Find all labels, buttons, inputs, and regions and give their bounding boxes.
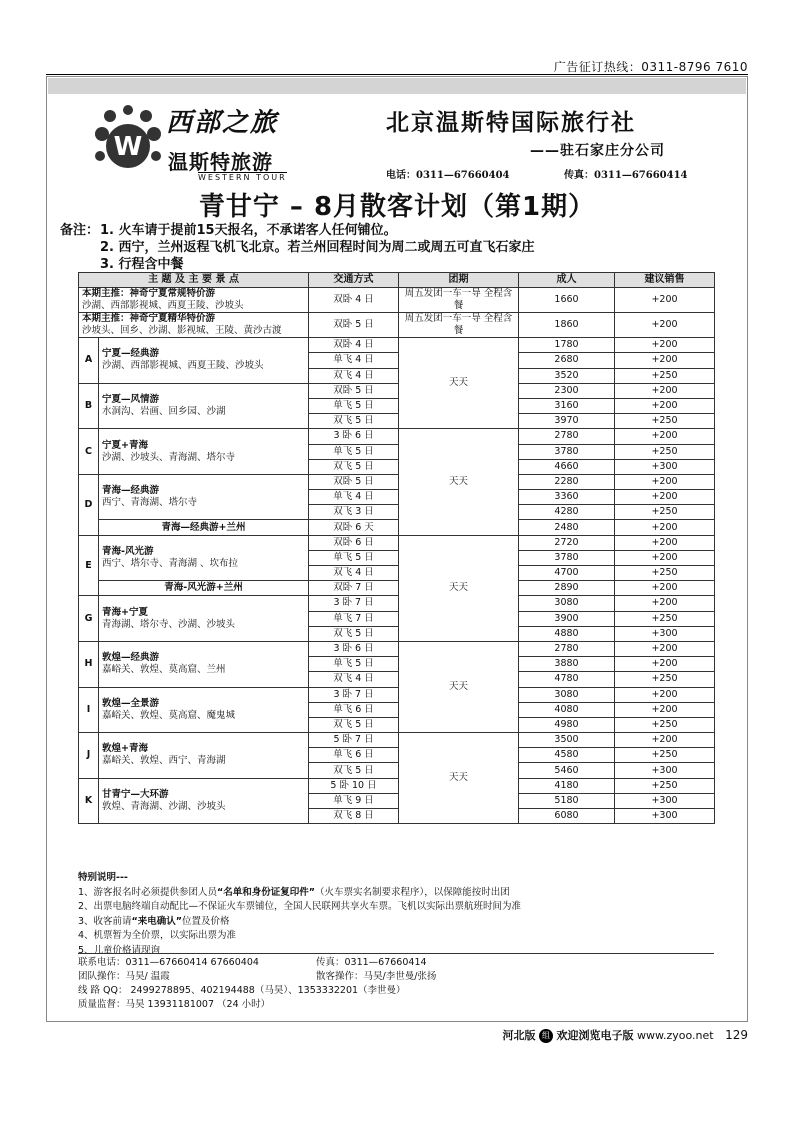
route-sights: 嘉峪关、敦煌、莫高窟、魔鬼城 [102, 709, 236, 721]
adult-price-cell: 3900 [519, 611, 615, 626]
table-body [79, 288, 715, 824]
group-code-cell: E [79, 535, 99, 596]
header-fax: 传真：0311—67660414 [564, 170, 688, 181]
period-cell: 周五发团一车一导 全程含餐 [399, 313, 519, 338]
suggest-price-cell: +250 [615, 611, 715, 626]
table-row [79, 581, 715, 596]
route-cell [99, 474, 309, 520]
transport-cell: 双卧 5 日 [309, 383, 399, 398]
special-text: 位置及价格 [182, 915, 230, 927]
suggest-price-cell: +200 [615, 641, 715, 656]
suggest-price-cell: +200 [615, 581, 715, 596]
special-text: 4、机票暂为全价票，以实际出票为准 [78, 930, 237, 941]
special-item [78, 886, 714, 901]
transport-cell: 双卧 6 天 [309, 520, 399, 535]
transport-cell: 双飞 3 日 [309, 505, 399, 520]
header-period: 团期 [399, 273, 519, 288]
adult-price-cell: 3520 [519, 368, 615, 383]
group-code-cell: B [79, 383, 99, 429]
promo-sights: 沙坡头、回乡、沙湖、影视城、王陵、黄沙古渡 [82, 325, 282, 337]
footer-badge-icon: 组 [539, 1029, 553, 1043]
promo-sights: 沙湖、西部影视城、西夏王陵、沙坡头 [82, 300, 244, 312]
adult-price-cell: 4780 [519, 672, 615, 687]
header-contact [386, 166, 688, 181]
transport-cell: 双飞 8 日 [309, 809, 399, 824]
logo-script-name: 西部之旅 [166, 108, 279, 138]
route-name: 青海-风光游+兰州 [164, 582, 243, 594]
group-code-cell: A [79, 338, 99, 384]
transport-cell: 双飞 5 日 [309, 763, 399, 778]
group-code-cell: H [79, 641, 99, 687]
route-name: 甘青宁—大环游 [102, 788, 169, 800]
transport-cell: 单飞 5 日 [309, 550, 399, 565]
logo-english-name: WESTERN TOUR [198, 173, 287, 182]
transport-cell: 双飞 5 日 [309, 717, 399, 732]
suggest-price-cell: +200 [615, 490, 715, 505]
transport-cell: 双卧 6 日 [309, 535, 399, 550]
adult-price-cell: 2280 [519, 474, 615, 489]
period-cell: 天天 [399, 733, 519, 824]
special-text: （火车票实名制要求程序），以保障能按时出团 [315, 886, 510, 898]
transport-cell: 双卧 4 日 [309, 288, 399, 313]
promo-row [79, 313, 715, 338]
transport-cell: 双卧 5 日 [309, 474, 399, 489]
transport-cell: 单飞 5 日 [309, 398, 399, 413]
route-cell [99, 581, 309, 596]
adult-price-cell: 5180 [519, 793, 615, 808]
suggest-price-cell: +300 [615, 459, 715, 474]
header-phone: 电话：0311—67660404 [386, 170, 510, 181]
special-item [78, 900, 714, 915]
special-text: 1、游客报名时必须提供参团人员 [78, 886, 218, 898]
group-code-cell: C [79, 429, 99, 475]
table-row [79, 641, 715, 656]
route-name: 青海+宁夏 [102, 606, 148, 618]
adult-price-cell: 3080 [519, 687, 615, 702]
adult-price-cell: 5460 [519, 763, 615, 778]
header-transport: 交通方式 [309, 273, 399, 288]
suggest-price-cell: +200 [615, 687, 715, 702]
suggest-price-cell: +200 [615, 550, 715, 565]
promo-title: 本期主推：神奇宁夏常规特价游 [82, 288, 216, 300]
suggest-price-cell: +200 [615, 520, 715, 535]
contact-qq: 线 路 QQ： 2499278895、402194488（马昊）、1353332201（李世曼） [78, 985, 406, 996]
contact-sales: 散客操作：马昊/李世曼/张扬 [316, 971, 437, 982]
route-cell [99, 383, 309, 429]
route-name: 青海—经典游+兰州 [161, 521, 246, 533]
adult-price-cell: 4580 [519, 748, 615, 763]
adult-price-cell: 3780 [519, 550, 615, 565]
route-sights: 嘉峪关、敦煌、莫高窟、兰州 [102, 664, 226, 676]
transport-cell: 双卧 7 日 [309, 581, 399, 596]
transport-cell: 双飞 4 日 [309, 566, 399, 581]
adult-price-cell: 3780 [519, 444, 615, 459]
note-item: 2. 西宁，兰州返程飞机飞北京。若兰州回程时间为周二或周五可直飞石家庄 [100, 240, 535, 255]
suggest-price-cell: +300 [615, 793, 715, 808]
adult-price-cell: 1780 [519, 338, 615, 353]
adult-price-cell: 4880 [519, 626, 615, 641]
period-cell: 天天 [399, 338, 519, 429]
group-code-cell: K [79, 778, 99, 824]
suggest-price-cell: +200 [615, 657, 715, 672]
suggest-price-cell: +200 [615, 535, 715, 550]
contact-block [78, 953, 714, 1012]
suggest-price-cell: +250 [615, 778, 715, 793]
special-emphasis: “名单和身份证复印件” [217, 886, 316, 898]
adult-price-cell: 2780 [519, 429, 615, 444]
adult-price-cell: 4280 [519, 505, 615, 520]
route-name: 宁夏—经典游 [102, 348, 160, 360]
header-suggest: 建议销售 [615, 273, 715, 288]
transport-cell: 3 卧 7 日 [309, 596, 399, 611]
route-sights: 水洞沟、岩画、回乡园、沙湖 [102, 406, 226, 418]
route-sights: 沙湖、西部影视城、西夏王陵、沙坡头 [102, 360, 264, 372]
suggest-price-cell: +250 [615, 566, 715, 581]
route-sights: 西宁、青海湖、塔尔寺 [102, 497, 198, 509]
suggest-price-cell: +300 [615, 809, 715, 824]
svg-text:W: W [113, 132, 143, 162]
transport-cell: 3 卧 6 日 [309, 641, 399, 656]
top-gray-bar [48, 78, 746, 94]
group-code-cell: D [79, 474, 99, 535]
branch-name: ——驻石家庄分公司 [530, 143, 665, 159]
company-logo [88, 98, 328, 188]
adult-price-cell: 1660 [519, 288, 615, 313]
suggest-price-cell: +300 [615, 763, 715, 778]
route-cell [99, 535, 309, 581]
contact-quality: 质量监督：马昊 13931181007 （24 小时） [78, 999, 271, 1010]
route-name: 敦煌—全景游 [102, 697, 160, 709]
promo-row [79, 288, 715, 313]
table-row [79, 520, 715, 535]
adult-price-cell: 4700 [519, 566, 615, 581]
route-name: 敦煌—经典游 [102, 652, 160, 664]
top-rule [46, 74, 748, 75]
route-sights: 敦煌、青海湖、沙湖、沙坡头 [102, 800, 226, 812]
header-adult: 成人 [519, 273, 615, 288]
route-cell [99, 778, 309, 824]
route-name: 青海—经典游 [102, 485, 160, 497]
adult-price-cell: 4180 [519, 778, 615, 793]
special-text: 2、出票电脑终端自动配比—不保证火车票铺位，全国人民联网共享火车票。飞机以实际出票航班时间为准 [78, 901, 522, 912]
special-emphasis: “来电确认” [131, 915, 183, 927]
promo-title: 本期主推：神奇宁夏精华特价游 [82, 313, 216, 325]
contact-ops: 团队操作：马昊/ 温霞 [78, 971, 170, 982]
suggest-price-cell: +300 [615, 626, 715, 641]
route-name: 宁夏—风情游 [102, 394, 160, 406]
route-cell [99, 687, 309, 733]
transport-cell: 双卧 4 日 [309, 338, 399, 353]
special-item [78, 929, 714, 944]
adult-price-cell: 1860 [519, 313, 615, 338]
group-code-cell: G [79, 596, 99, 642]
transport-cell: 双飞 5 日 [309, 459, 399, 474]
table-row [79, 596, 715, 611]
transport-cell: 单飞 6 日 [309, 748, 399, 763]
route-sights: 沙湖、沙坡头、青海湖、塔尔寺 [102, 451, 236, 463]
period-cell: 天天 [399, 429, 519, 535]
logo-chinese-name: 温斯特旅游 [168, 150, 273, 174]
group-code-cell: J [79, 733, 99, 779]
promo-theme-cell [79, 288, 309, 313]
table-row [79, 733, 715, 748]
footer-url[interactable]: www.zyoo.net [637, 1029, 714, 1042]
special-notes [78, 871, 714, 958]
logo-w-emblem-icon [88, 104, 168, 184]
route-cell [99, 596, 309, 642]
note-item: 3. 行程含中餐 [100, 257, 184, 272]
table-row [79, 338, 715, 353]
adult-price-cell: 2300 [519, 383, 615, 398]
suggest-price-cell: +250 [615, 505, 715, 520]
suggest-price-cell: +200 [615, 596, 715, 611]
adult-price-cell: 2720 [519, 535, 615, 550]
table-row [79, 474, 715, 489]
transport-cell: 5 卧 10 日 [309, 778, 399, 793]
suggest-price-cell: +200 [615, 383, 715, 398]
adult-price-cell: 4980 [519, 717, 615, 732]
suggest-price-cell: +250 [615, 748, 715, 763]
special-heading: 特别说明--- [78, 872, 128, 883]
agency-name: 北京温斯特国际旅行社 [386, 109, 636, 136]
suggest-price-cell: +200 [615, 733, 715, 748]
transport-cell: 单飞 4 日 [309, 353, 399, 368]
route-cell [99, 429, 309, 475]
transport-cell: 5 卧 7 日 [309, 733, 399, 748]
suggest-price-cell: +200 [615, 398, 715, 413]
suggest-price-cell: +250 [615, 368, 715, 383]
transport-cell: 单飞 9 日 [309, 793, 399, 808]
suggest-price-cell: +200 [615, 338, 715, 353]
route-sights: 嘉峪关、敦煌、西宁、青海湖 [102, 755, 226, 767]
page-footer [503, 1027, 748, 1043]
adult-price-cell: 3880 [519, 657, 615, 672]
notes-block [60, 222, 535, 273]
suggest-price-cell: +250 [615, 414, 715, 429]
table-row [79, 778, 715, 793]
suggest-price-cell: +200 [615, 353, 715, 368]
table-row [79, 429, 715, 444]
suggest-price-cell: +250 [615, 444, 715, 459]
special-text: 3、收客前请 [78, 915, 132, 927]
group-code-cell: I [79, 687, 99, 733]
table-row [79, 383, 715, 398]
suggest-price-cell: +250 [615, 672, 715, 687]
footer-edition: 河北版 [502, 1029, 536, 1042]
route-cell [99, 733, 309, 779]
period-cell: 周五发团一车一导 全程含餐 [399, 288, 519, 313]
special-list [78, 886, 714, 959]
contact-phone: 联系电话：0311—67660414 67660404 [78, 957, 259, 968]
header-theme: 主 题 及 主 要 景 点 [79, 273, 309, 288]
route-name: 敦煌+青海 [102, 743, 148, 755]
adult-price-cell: 4080 [519, 702, 615, 717]
promo-theme-cell [79, 313, 309, 338]
special-item [78, 915, 714, 930]
transport-cell: 双飞 5 日 [309, 414, 399, 429]
transport-cell: 单飞 5 日 [309, 444, 399, 459]
notes-label: 备注： [60, 223, 100, 238]
transport-cell: 单飞 4 日 [309, 490, 399, 505]
table-row [79, 687, 715, 702]
route-name: 宁夏+青海 [102, 439, 148, 451]
page-title: 青甘宁 – 8月散客计划（第1期） [198, 192, 596, 222]
suggest-price-cell: +200 [615, 313, 715, 338]
transport-cell: 3 卧 6 日 [309, 429, 399, 444]
adult-price-cell: 3160 [519, 398, 615, 413]
transport-cell: 双飞 5 日 [309, 626, 399, 641]
route-cell [99, 520, 309, 535]
table-row [79, 535, 715, 550]
adult-price-cell: 4660 [519, 459, 615, 474]
tour-price-table [78, 272, 715, 824]
adult-price-cell: 2780 [519, 641, 615, 656]
transport-cell: 3 卧 7 日 [309, 687, 399, 702]
route-cell [99, 641, 309, 687]
suggest-price-cell: +250 [615, 717, 715, 732]
adult-price-cell: 3360 [519, 490, 615, 505]
adult-price-cell: 3500 [519, 733, 615, 748]
adult-price-cell: 3970 [519, 414, 615, 429]
transport-cell: 单飞 5 日 [309, 657, 399, 672]
table-header-row [79, 273, 715, 288]
route-cell [99, 338, 309, 384]
route-name: 青海-风光游 [102, 545, 154, 557]
suggest-price-cell: +200 [615, 288, 715, 313]
transport-cell: 双飞 4 日 [309, 672, 399, 687]
transport-cell: 单飞 7 日 [309, 611, 399, 626]
adult-price-cell: 3080 [519, 596, 615, 611]
route-sights: 西宁、塔尔寺、青海湖 、坎布拉 [102, 557, 239, 569]
adult-price-cell: 2680 [519, 353, 615, 368]
special-text: 5、儿童价格请现询 [78, 944, 161, 956]
adult-price-cell: 6080 [519, 809, 615, 824]
suggest-price-cell: +200 [615, 702, 715, 717]
ad-hotline: 广告征订热线：0311-8796 7610 [553, 60, 748, 74]
footer-text: 欢迎浏览电子版 [556, 1029, 634, 1042]
transport-cell: 双飞 4 日 [309, 368, 399, 383]
suggest-price-cell: +200 [615, 474, 715, 489]
contact-fax: 传真：0311—67660414 [316, 957, 427, 968]
transport-cell: 单飞 6 日 [309, 702, 399, 717]
period-cell: 天天 [399, 535, 519, 641]
suggest-price-cell: +200 [615, 429, 715, 444]
transport-cell: 双卧 5 日 [309, 313, 399, 338]
page-number: 129 [725, 1028, 748, 1042]
period-cell: 天天 [399, 641, 519, 732]
adult-price-cell: 2890 [519, 581, 615, 596]
adult-price-cell: 2480 [519, 520, 615, 535]
note-item: 1. 火车请于提前15天报名，不承诺客人任何铺位。 [100, 223, 397, 238]
route-sights: 青海湖、塔尔寺、沙湖、沙坡头 [102, 618, 236, 630]
